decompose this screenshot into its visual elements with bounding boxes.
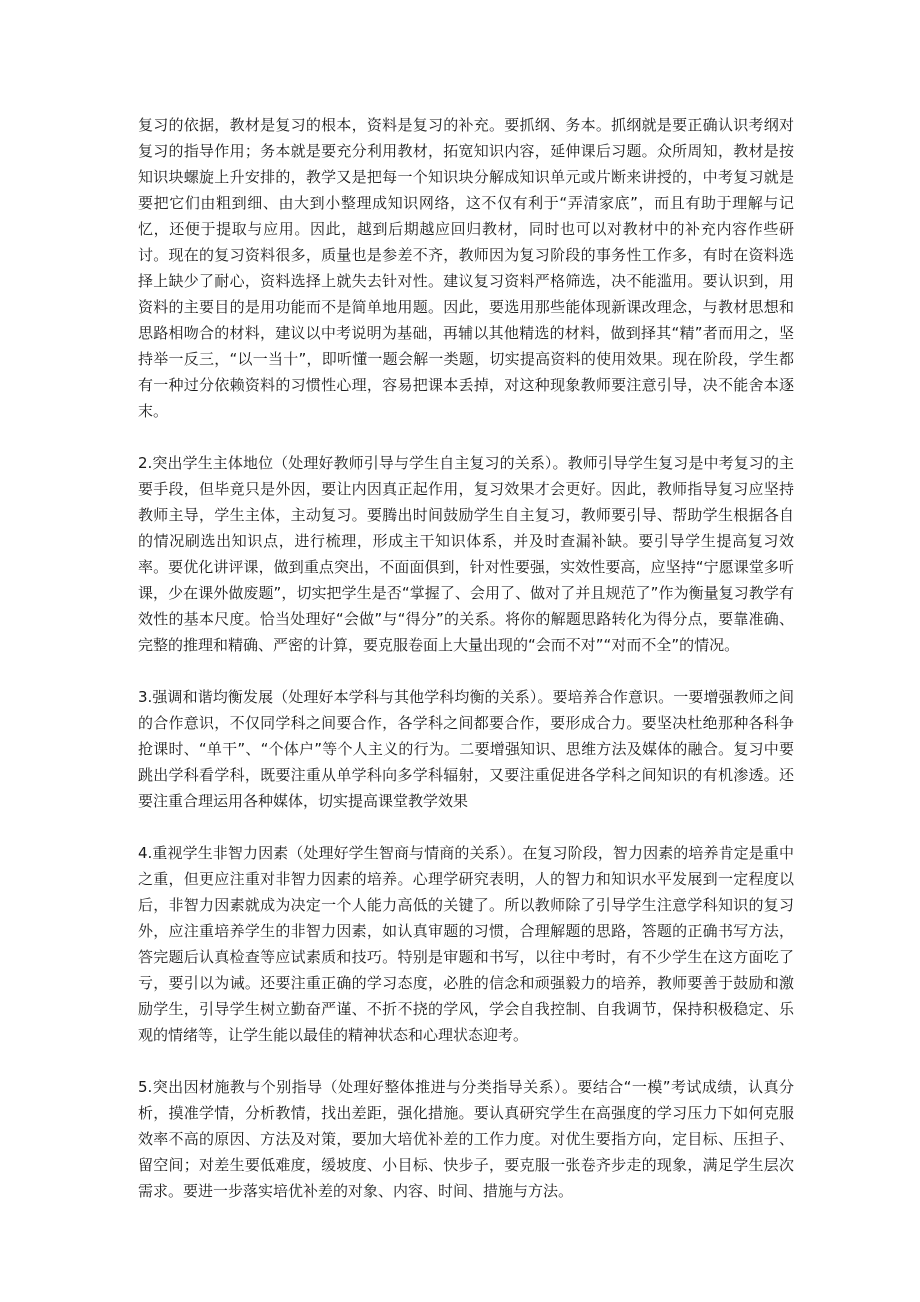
paragraph-individual-guidance: 5.突出因材施教与个别指导（处理好整体推进与分类指导关系）。要结合“一模”考试成绩，认真分析，摸准学情，分析教情，找出差距，强化措施。要认真研究学生在高强度的学习压力下如何克服效率不高的原因、方法及对策，要加大培优补差的工作力度。对优生要指方向，定目标、压担子、留空间；对差生要低难度，缓坡度、小目标、快步子，要克服一张卷齐步走的现象，满足学生层次需求。要进一步落实培优补差的对象、内容、时间、措施与方法。 xyxy=(138,1078,794,1200)
paragraph-review-basis: 复习的依据，教材是复习的根本，资料是复习的补充。要抓纲、务本。抓纲就是要正确认识考纲对复习的指导作用；务本就是要充分利用教材，拓宽知识内容，延伸课后习题。众所周知，教材是按知识块螺旋上升安排的，教学又是把每一个知识块分解成知识单元或片断来讲授的，中考复习就是要把它们由粗到细、由大到小整理成知识网络，这不仅有利于“弄清家底”，而且有助于理解与记忆，还便于提取与应用。因此，越到后期越应回归教材，同时也可以对教材中的补充内容作些研讨。现在的复习资料很多，质量也是参差不齐，教师因为复习阶段的事务性工作多，有时在资料选择上缺少了耐心，资料选择上就失去针对性。建议复习资料严格筛选，决不能滥用。要认识到，用资料的主要目的是用功能而不是简单地用题。因此，要选用那些能体现新课改理念，与教材思想和思路相吻合的材料，建议以中考说明为基础，再辅以其他精选的材料，做到择其“精”者而用之，坚持举一反三，“以一当十”，即听懂一题会解一类题，切实提高资料的使用效果。现在阶段，学生都有一种过分依赖资料的习惯性心理，容易把课本丢掉，对这种现象教师要注意引导，决不能舍本逐末。 xyxy=(138,116,794,420)
paragraph-balanced-development: 3.强调和谐均衡发展（处理好本学科与其他学科均衡的关系）。要培养合作意识。一要增强教师之间的合作意识，不仅同学科之间要合作，各学科之间都要合作，要形成合力。要坚决杜绝那种各科争抢课时、“单干”、“个体户”等个人主义的行为。二要增强知识、思维方法及媒体的融合。复习中要跳出学科看学科，既要注重从单学科向多学科辐射，又要注重促进各学科之间知识的有机渗透。还要注重合理运用各种媒体，切实提高课堂教学效果 xyxy=(138,688,794,810)
paragraph-non-intellectual-factors: 4.重视学生非智力因素（处理好学生智商与情商的关系）。在复习阶段，智力因素的培养肯定是重中之重，但更应注重对非智力因素的培养。心理学研究表明，人的智力和知识水平发展到一定程度以后，非智力因素就成为决定一个人能力高低的关键了。所以教师除了引导学生注意学科知识的复习外，应注重培养学生的非智力因素，如认真审题的习惯，合理解题的思路，答题的正确书写方法，答完题后认真检查等应试素质和技巧。特别是审题和书写，以往中考时，有不少学生在这方面吃了亏，要引以为诫。还要注重正确的学习态度，必胜的信念和顽强毅力的培养，教师要善于鼓励和激励学生，引导学生树立勤奋严谨、不折不挠的学风，学会自我控制、自我调节，保持积极稳定、乐观的情绪等，让学生能以最佳的精神状态和心理状态迎考。 xyxy=(138,844,794,1044)
paragraph-student-subject: 2.突出学生主体地位（处理好教师引导与学生自主复习的关系）。教师引导学生复习是中考复习的主要手段，但毕竟只是外因，要让内因真正起作用，复习效果才会更好。因此，教师指导复习应坚持教师主导，学生主体，主动复习。要腾出时间鼓励学生自主复习，教师要引导、帮助学生根据各自的情况刷选出知识点，进行梳理，形成主干知识体系，并及时查漏补缺。要引导学生提高复习效率。要优化讲评课，做到重点突出，不面面俱到，针对性要强，实效性要高，应坚持“宁愿课堂多听课，少在课外做废题”，切实把学生是否“掌握了、会用了、做对了并且规范了”作为衡量复习教学有效性的基本尺度。恰当处理好“会做”与“得分”的关系。将你的解题思路转化为得分点，要靠准确、完整的推理和精确、严密的计算，要克服卷面上大量出现的“会而不对”“对而不全”的情况。 xyxy=(138,454,794,654)
document-body xyxy=(138,112,794,1230)
